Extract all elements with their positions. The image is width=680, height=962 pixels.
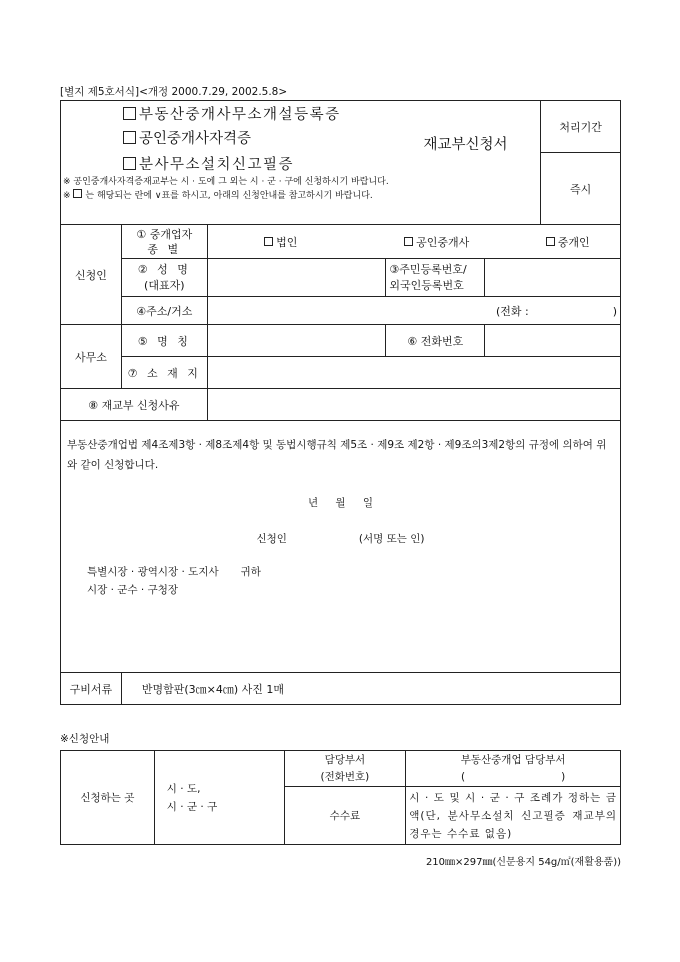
office-phone-field[interactable] <box>485 325 621 357</box>
address-phone-close: ) <box>612 304 617 318</box>
address-phone <box>496 303 617 319</box>
business-type-label <box>121 225 207 259</box>
option-corporation-checkbox[interactable] <box>264 237 273 246</box>
title-line-1: 부동산중개사무소개설등록증 <box>139 107 341 123</box>
address-phone-label: (전화 : <box>495 304 529 318</box>
guide-dept-label-2: (전화번호) <box>320 770 370 783</box>
statement-date: 년 월 일 <box>307 497 374 509</box>
business-type-label-2: 종 별 <box>147 242 182 256</box>
processing-period-value: 즉시 <box>541 153 621 225</box>
checkbox-license[interactable] <box>123 131 136 144</box>
addressee-title-1: 특별시장 · 광역시장 · 도지사 <box>87 566 219 578</box>
processing-period-label: 처리기간 <box>541 101 621 153</box>
address-field[interactable] <box>207 297 620 325</box>
option-corporation-label: 법인 <box>276 235 298 249</box>
title-suffix: 재교부신청서 <box>423 136 508 153</box>
documents-value: 반명함판(3㎝×4㎝) 사진 1매 <box>121 673 620 705</box>
reason-field[interactable] <box>207 389 620 421</box>
guide-where-value <box>154 751 284 845</box>
notice-2-prefix: ※ <box>63 191 71 201</box>
office-name-field[interactable] <box>207 325 386 357</box>
guide-dept-value-1: 부동산중개업 담당부서 <box>460 753 566 766</box>
addressee-line-1 <box>87 563 614 581</box>
id-label <box>386 259 485 297</box>
statement-applicant-line <box>67 529 614 549</box>
addressee-honorific: 귀하 <box>240 566 261 578</box>
checkbox-registration[interactable] <box>123 107 136 120</box>
guide-dept-label <box>284 751 406 787</box>
office-location-field[interactable] <box>207 357 620 389</box>
option-agent-checkbox[interactable] <box>546 237 555 246</box>
guide-where-value-1: 시 · 도, <box>166 782 201 795</box>
option-broker-checkbox[interactable] <box>404 237 413 246</box>
guide-where-label: 신청하는 곳 <box>61 751 155 845</box>
name-label <box>121 259 207 297</box>
form-header: [별지 제5호서식]<개정 2000.7.29, 2002.5.8> <box>60 86 288 98</box>
option-corporation[interactable] <box>211 234 351 250</box>
main-form-table <box>60 100 621 705</box>
guide-fee-value: 시 · 도 및 시 · 군 · 구 조례가 정하는 금액(단, 분사무소설치 신고필증 재교부의 경우는 수수료 없음) <box>406 787 621 845</box>
guide-dept-label-1: 담당부서 <box>324 753 366 766</box>
office-phone-label: ⑥ 전화번호 <box>386 325 485 357</box>
applicant-section-label: 신청인 <box>61 225 122 325</box>
guide-dept-close: ) <box>561 770 566 783</box>
id-label-1: ③주민등록번호/ <box>389 262 467 276</box>
guide-dept-value-2 <box>409 769 617 786</box>
business-type-label-1: ① 중개업자 <box>136 227 193 241</box>
checkbox-sample <box>73 189 82 198</box>
option-broker-label: 공인중개사 <box>416 235 470 249</box>
statement-text: 부동산중개업법 제4조제3항 · 제8조제4항 및 동법시행규칙 제5조 · 제9조 제2항 · 제9조의3제2항의 규정에 의하여 위와 같이 신청합니다. <box>67 439 607 471</box>
office-section-label: 사무소 <box>61 325 122 389</box>
addressee-line-2: 시장 · 군수 · 구청장 <box>87 584 179 596</box>
option-agent[interactable] <box>523 234 613 250</box>
paper-spec: 210㎜×297㎜(신문용지 54g/㎡(재활용품)) <box>425 857 621 868</box>
guide-title: ※신청안내 <box>60 733 110 745</box>
title-line-3: 분사무소설치신고필증 <box>139 157 295 173</box>
business-type-options <box>207 225 620 259</box>
statement-block <box>61 421 621 673</box>
name-label-2: (대표자) <box>144 278 185 292</box>
guide-where-value-2: 시 · 군 · 구 <box>166 800 218 813</box>
title-line-2: 공인중개사자격증 <box>139 131 252 147</box>
office-name-label: ⑤ 명 칭 <box>121 325 207 357</box>
address-label: ④주소/거소 <box>121 297 207 325</box>
notice-2-text: 는 해당되는 란에 ∨표를 하시고, 아래의 신청안내를 참고하시기 바랍니다. <box>85 191 373 201</box>
addressee <box>67 563 614 599</box>
title-block <box>61 101 541 225</box>
id-field[interactable] <box>485 259 621 297</box>
option-broker[interactable] <box>354 234 519 250</box>
checkbox-branch[interactable] <box>123 157 136 170</box>
statement-applicant: 신청인 <box>256 533 287 545</box>
name-field[interactable] <box>207 259 386 297</box>
guide-fee-label: 수수료 <box>284 787 406 845</box>
guide-dept-value <box>406 751 621 787</box>
name-label-1: ② 성 명 <box>137 262 191 276</box>
guide-dept-open: ( <box>461 770 466 783</box>
reason-label: ⑧ 재교부 신청사유 <box>61 389 208 421</box>
notice-2 <box>63 189 534 203</box>
documents-label: 구비서류 <box>61 673 122 705</box>
option-agent-label: 중개인 <box>557 235 590 249</box>
notice-1: ※ 공인중개사자격증재교부는 시 · 도에 그 외는 시 · 군 · 구에 신청하시기 바랍니다. <box>63 177 389 187</box>
office-location-label: ⑦ 소 재 지 <box>121 357 207 389</box>
signature-label: (서명 또는 인) <box>358 533 425 545</box>
id-label-2: 외국인등록번호 <box>389 278 464 292</box>
guide-table <box>60 750 621 845</box>
